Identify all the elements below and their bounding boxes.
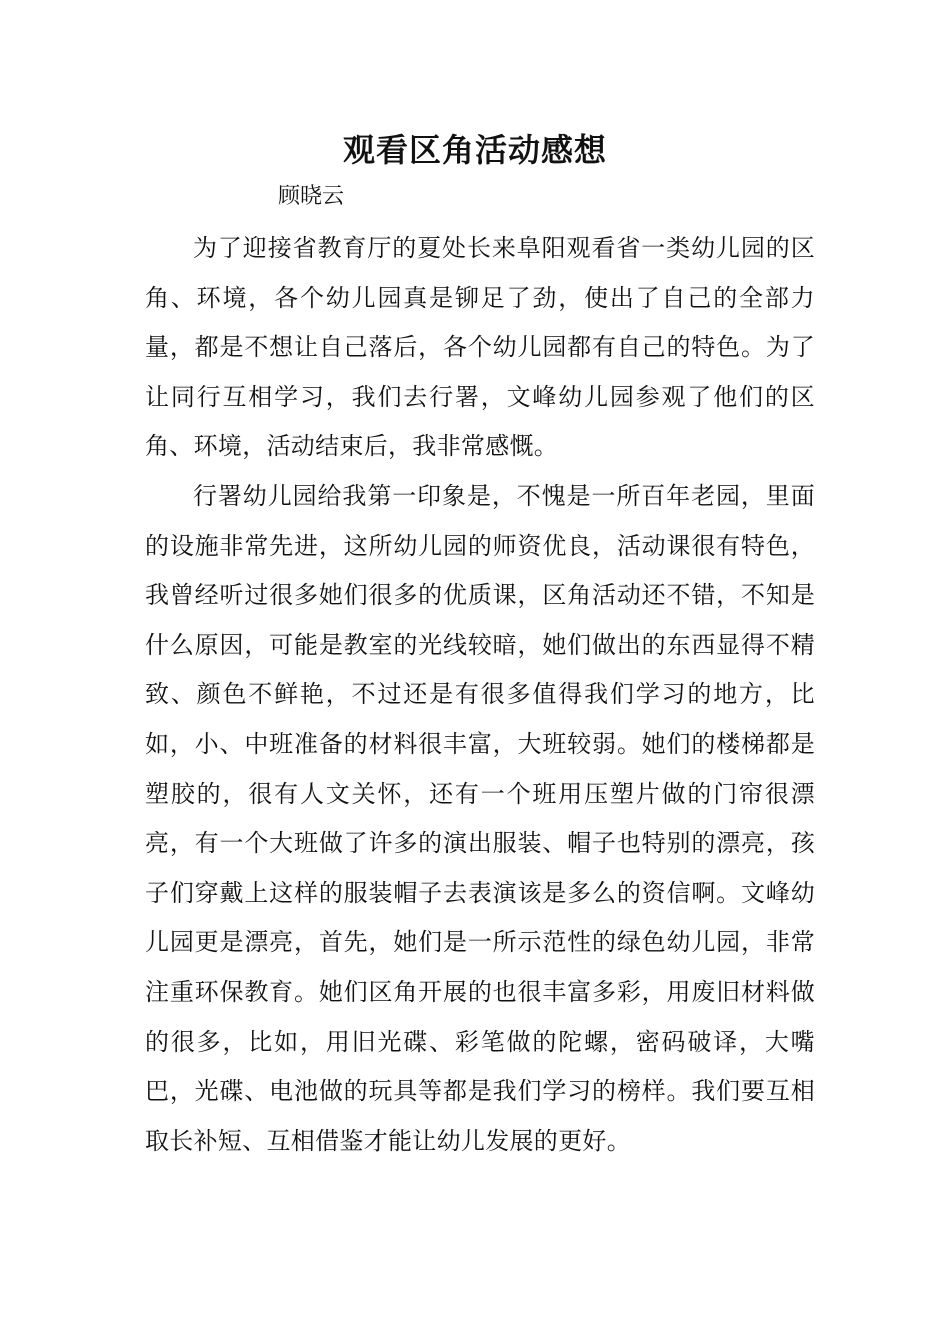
document-author: 顾晓云 — [278, 184, 345, 209]
document-title: 观看区角活动感想 — [342, 131, 607, 169]
body-paragraph-1: 为了迎接省教育厅的夏处长来阜阳观看省一类幼儿园的区角、环境，各个幼儿园真是铆足了劲，使出了自己的全部力量，都是不想让自己落后，各个幼儿园都有自己的特色。为了让同行互相学习，我们去行署，文峰幼儿园参观了他们的区角、环境，活动结束后，我非常感慨。 — [145, 234, 815, 461]
body-paragraph-2: 行署幼儿园给我第一印象是，不愧是一所百年老园，里面的设施非常先进，这所幼儿园的师资优良，活动课很有特色，我曾经听过很多她们很多的优质课，区角活动还不错，不知是什么原因，可能是教室的光线较暗，她们做出的东西显得不精致、颜色不鲜艳，不过还是有很多值得我们学习的地方，比如，小、中班准备的材料很丰富，大班较弱。她们的楼梯都是塑胶的，很有人文关怀，还有一个班用压塑片做的门帘很漂亮，有一个大班做了许多的演出服装、帽子也特别的漂亮，孩子们穿戴上这样的服装帽子去表演该是多么的资信啊。文峰幼儿园更是漂亮，首先，她们是一所示范性的绿色幼儿园，非常注重环保教育。她们区角开展的也很丰富多彩，用废旧材料做的很多，比如，用旧光碟、彩笔做的陀螺，密码破译，大嘴巴，光碟、电池做的玩具等都是我们学习的榜样。我们要互相取长补短、互相借鉴才能让幼儿发展的更好。 — [145, 481, 815, 1155]
document-body — [145, 224, 815, 1166]
